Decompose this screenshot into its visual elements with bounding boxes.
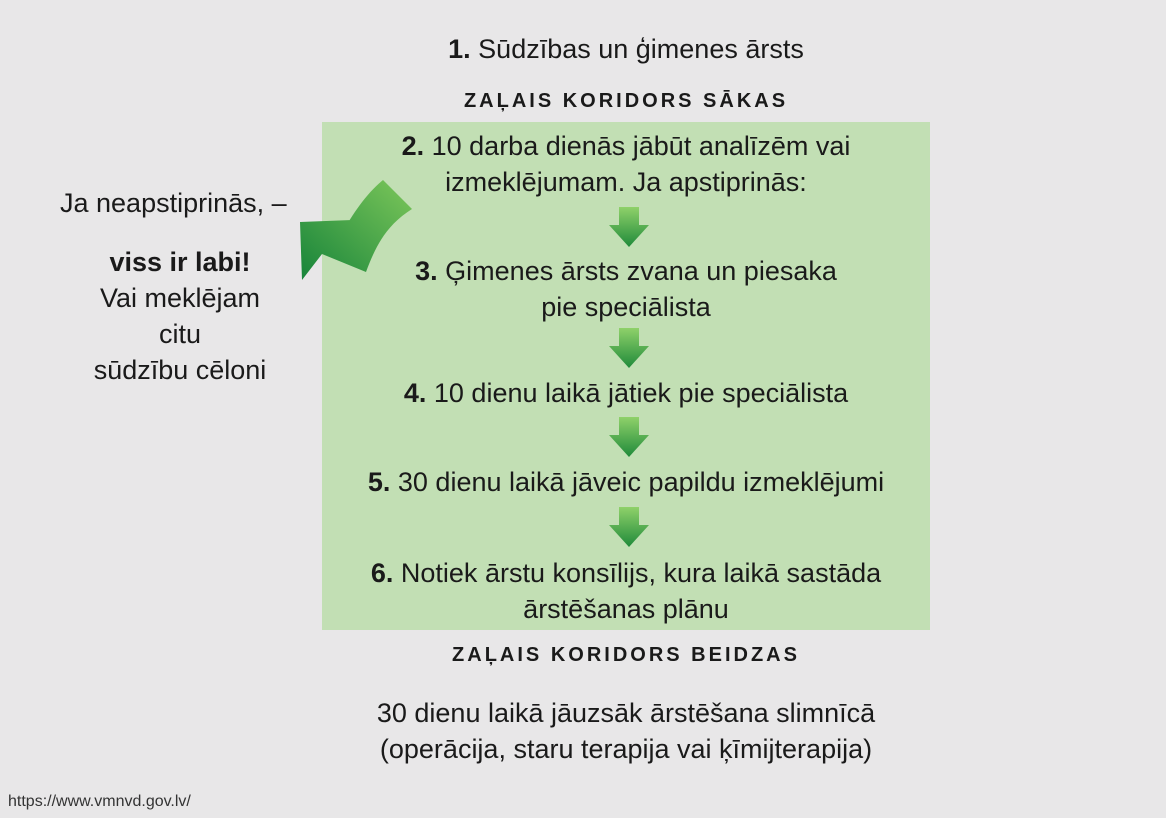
step-1-text: Sūdzības un ģimenes ārsts (478, 34, 804, 64)
step-5-text: 30 dienu laikā jāveic papildu izmeklējumi (397, 467, 885, 497)
down-arrow-icon (609, 207, 649, 247)
step-2-line2: izmeklējumam. Ja apstiprinās: (445, 167, 807, 197)
step-4-text: 10 dienu laikā jātiek pie speciālista (433, 378, 849, 408)
step-2-line1: 10 darba dienās jābūt analīzēm vai (431, 131, 851, 161)
outcome (322, 695, 930, 767)
step-1-number: 1. (448, 34, 471, 64)
down-arrow-icon (609, 417, 649, 457)
step-3-line1: Ģimenes ārsts zvana un piesaka (445, 256, 837, 286)
side-note-bold: viss ir labi! (109, 247, 251, 277)
step-6-line2: ārstēšanas plānu (523, 594, 729, 624)
curved-arrow-icon (290, 176, 420, 286)
outcome-line1: 30 dienu laikā jāuzsāk ārstēšana slimnīcā (376, 698, 876, 728)
down-arrow-icon (609, 328, 649, 368)
step-5 (322, 464, 930, 500)
source-link[interactable]: https://www.vmnvd.gov.lv/ (8, 793, 191, 810)
step-6-line1: Notiek ārstu konsīlijs, kura laikā sastāda (400, 558, 882, 588)
step-4 (322, 375, 930, 411)
side-note-bottom (60, 244, 300, 388)
corridor-end-heading: ZAĻAIS KORIDORS BEIDZAS (452, 644, 800, 666)
side-note-line1: Ja neapstiprinās, – (60, 188, 287, 218)
corridor-start-heading: ZAĻAIS KORIDORS SĀKAS (463, 90, 789, 112)
step-6-number: 6. (370, 558, 394, 588)
step-2-number: 2. (401, 131, 425, 161)
step-6 (322, 555, 930, 627)
step-3-line2: pie speciālista (541, 292, 711, 322)
down-arrow-icon (609, 507, 649, 547)
side-note-line4: sūdzību cēloni (93, 355, 267, 385)
outcome-line2: (operācija, staru terapija vai ķīmijterapija) (379, 734, 873, 764)
step-5-number: 5. (367, 467, 391, 497)
step-3-number: 3. (415, 256, 438, 286)
side-note-line2: Vai meklējam (99, 283, 261, 313)
side-note-line3: citu (158, 319, 202, 349)
step-4-number: 4. (403, 378, 427, 408)
step-1 (322, 31, 930, 67)
